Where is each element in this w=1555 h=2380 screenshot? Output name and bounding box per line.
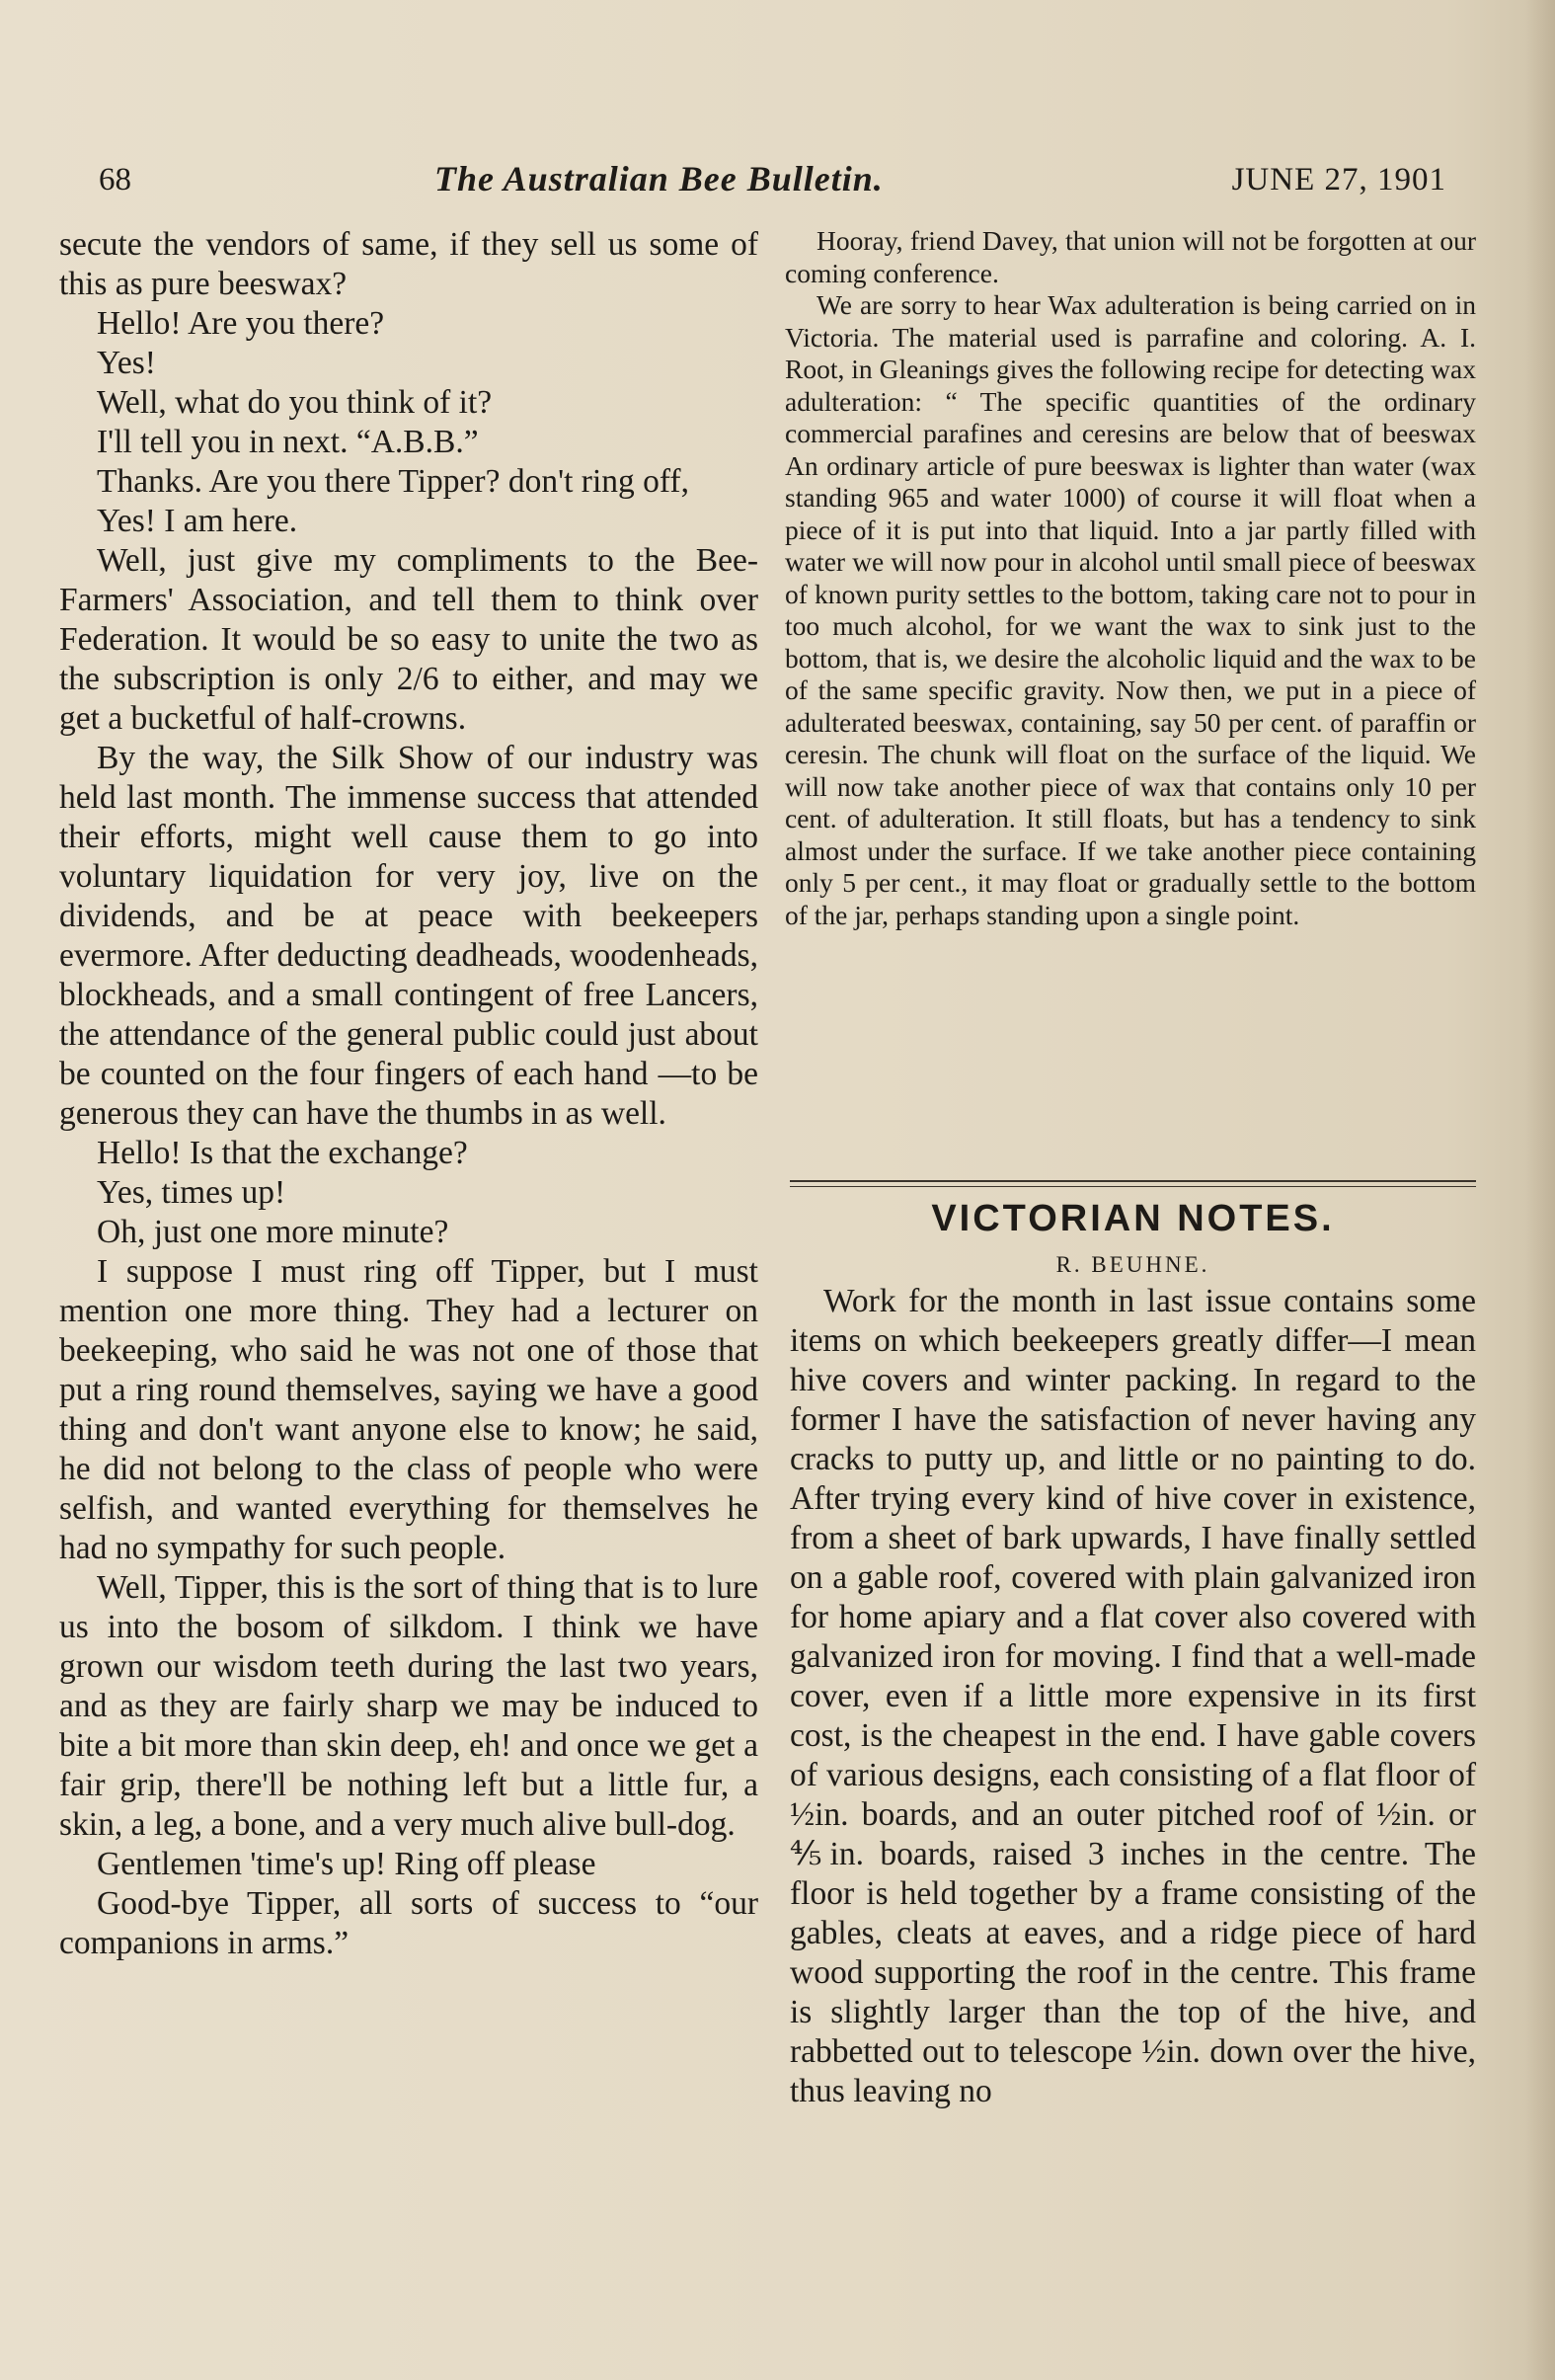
paragraph: I'll tell you in next. “A.B.B.” xyxy=(97,424,479,460)
right-column-top xyxy=(785,225,1476,931)
left-column xyxy=(59,225,758,1963)
paragraph: Thanks. Are you there Tipper? don't ring off, xyxy=(97,463,689,500)
issue-date: JUNE 27, 1901 xyxy=(1231,162,1446,198)
paragraph: Yes! xyxy=(97,345,156,381)
paragraph: Yes, times up! xyxy=(97,1174,286,1211)
page-edge-shadow xyxy=(1525,0,1555,2380)
paragraph: secute the vendors of same, if they sell us some of this as pure beeswax? xyxy=(59,226,758,302)
paragraph: Well, just give my compliments to the Bee-Farmers' Association, and tell them to think over Federation. It would be so easy to unite the two as the subscription is only 2/6 to either, and may we get a bucketful of half-crowns. xyxy=(59,542,758,737)
paragraph: Well, Tipper, this is the sort of thing that is to lure us into the bosom of silkdom. I think we have grown our wisdom teeth during the last two years, and as they are fairly sharp we may be induced to bite a bit more than skin deep, eh! and once we get a fair grip, there'll be nothing left but a little fur, a skin, a leg, a bone, and a very much alive bull-dog. xyxy=(59,1569,758,1843)
page-number: 68 xyxy=(99,162,131,198)
publication-title: The Australian Bee Bulletin. xyxy=(434,159,884,198)
section-divider xyxy=(790,1180,1476,1182)
page-header xyxy=(99,158,1446,207)
section-byline: R. BEUHNE. xyxy=(1055,1252,1210,1277)
right-column-bottom xyxy=(790,1282,1476,2111)
paragraph: We are sorry to hear Wax adulteration is being carried on in Victoria. The material used is parrafine and coloring. A. I. Root, in Gleanings gives the following recipe for detecting wax adulteration: “ The specific quantities of the ordinary commercial parafines and ceresins are below that of beeswax An ordinary article of pure beeswax is lighter than water (wax standing 965 and water 1000) of course it will float when a piece of it is put into that liquid. Into a jar partly filled with water we will now pour in alcohol until small piece of beeswax of known purity settles to the bottom, taking care not to pour in too much alcohol, for we want the wax to sink just to the bottom, that is, we desire the alcoholic liquid and the wax to be of the same specific gravity. Now then, we put in a piece of adulterated beeswax, containing, say 50 per cent. of paraffin or ceresin. The chunk will float on the surface of the liquid. We will now take another piece of wax that contains only 10 per cent. of adulteration. It still floats, but has a tendency to sink almost under the surface. If we take another piece containing only 5 per cent., it may float or gradually settle to the bottom of the jar, perhaps standing upon a single point. xyxy=(785,289,1476,930)
section-divider-thin xyxy=(790,1186,1476,1187)
paragraph: Good-bye Tipper, all sorts of success to “our companions in arms.” xyxy=(59,1885,758,1961)
paragraph: By the way, the Silk Show of our industry was held last month. The immense success that attended their efforts, might well cause them to go into voluntary liquidation for very joy, live on the dividends, and be at peace with beekeepers evermore. After deducting deadheads, woodenheads, blockheads, and a small contingent of free Lancers, the attendance of the general public could just about be counted on the four fingers of each hand —to be generous they can have the thumbs in as well. xyxy=(59,740,758,1132)
paragraph: Yes! I am here. xyxy=(97,503,298,539)
paragraph: Hooray, friend Davey, that union will not be forgotten at our coming conference. xyxy=(785,225,1476,288)
paragraph: Work for the month in last issue contains some items on which beekeepers greatly differ—I mean hive covers and winter packing. In regard to the former I have the satisfaction of never having any cracks to putty up, and little or no painting to do. After trying every kind of hive cover in existence, from a sheet of bark upwards, I have finally settled on a gable roof, covered with plain galvanized iron for home apiary and a flat cover also covered with galvanized iron for moving. I find that a well-made cover, even if a little more expensive in its first cost, is the cheapest in the end. I have gable covers of various designs, each consisting of a flat floor of ½in. boards, and an outer pitched roof of ½in. or ⅘in. boards, raised 3 inches in the centre. The floor is held together by a frame consisting of the gables, cleats at eaves, and a ridge piece of hard wood supporting the roof in the centre. This frame is slightly larger than the top of the hive, and rabbetted out to telescope ½in. down over the hive, thus leaving no xyxy=(790,1283,1476,2109)
paragraph: Gentlemen 'time's up! Ring off please xyxy=(97,1846,596,1882)
paragraph: Hello! Is that the exchange? xyxy=(97,1135,468,1171)
section-heading: VICTORIAN NOTES. xyxy=(931,1198,1335,1239)
paragraph: Hello! Are you there? xyxy=(97,305,385,342)
paragraph: Oh, just one more minute? xyxy=(97,1214,449,1250)
paragraph: I suppose I must ring off Tipper, but I must mention one more thing. They had a lecturer on beekeeping, who said he was not one of those that put a ring round themselves, saying we have a good thing and don't want anyone else to know; he said, he did not belong to the class of people who were selfish, and wanted everything for themselves he had no sympathy for such people. xyxy=(59,1253,758,1566)
paragraph: Well, what do you think of it? xyxy=(97,384,493,421)
